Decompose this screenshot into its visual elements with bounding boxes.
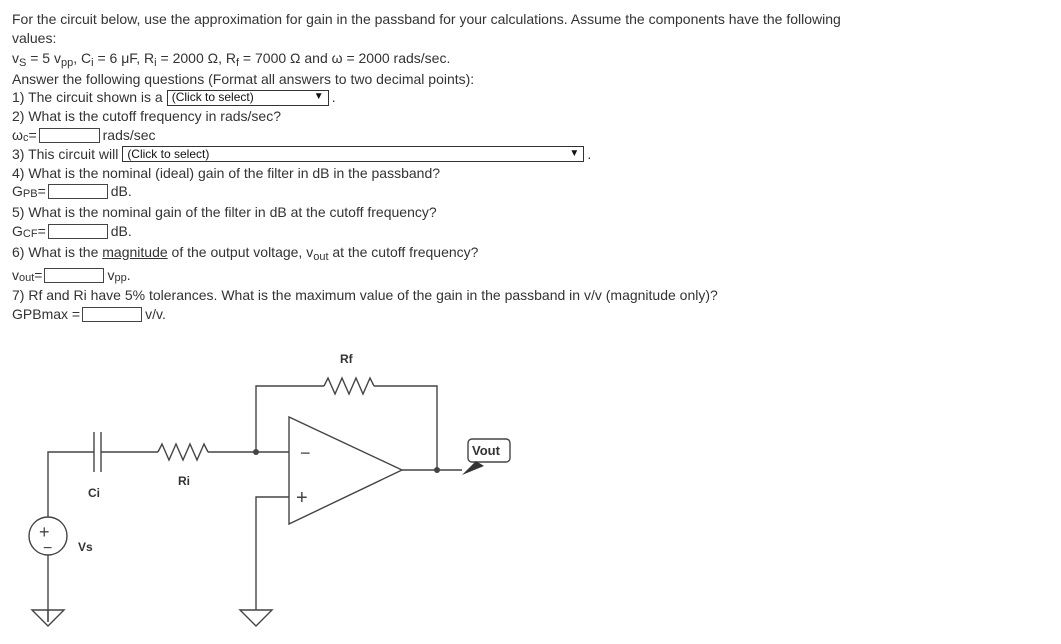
question-5: 5) What is the nominal gain of the filter in dB at the cutoff frequency?: [12, 204, 437, 220]
answer-row-7: GPBmax = v/v.: [12, 305, 166, 322]
ri-label: Ri: [178, 474, 190, 488]
question-4: 4) What is the nominal (ideal) gain of the filter in dB in the passband?: [12, 164, 441, 181]
op-amp-minus-sign: −: [300, 443, 311, 463]
rf-resistor-symbol: [324, 378, 374, 394]
component-values: $v_S = 5$ $v_{pp}$, $C_i = 6$ μF, $R_i = 2000$ Ω, $R_f = 7000$ Ω and ω = 2000 rads/sec.: [12, 50, 451, 69]
source-plus-sign: +: [39, 522, 50, 542]
noninverting-ground-wire: [256, 497, 289, 610]
question-7: 7) Rf and Ri have 5% tolerances. What is the maximum value of the gain in the passband in v/v (magnitude only)?: [12, 287, 718, 303]
question-2: 2) What is the cutoff frequency in rads/sec?: [12, 108, 281, 124]
ri-resistor-symbol: [158, 444, 208, 460]
instructions: Answer the following questions (Format all answers to two decimal points):: [12, 70, 475, 87]
answer-row-4: G PB = dB.: [12, 183, 132, 201]
chevron-down-icon: ▼: [569, 147, 580, 159]
node-dot-inverting: [253, 449, 259, 455]
feedback-wire-left: [256, 386, 324, 452]
feedback-wire-right: [374, 386, 437, 470]
vout-probe-arrow: [462, 461, 484, 475]
chevron-down-icon: ▼: [313, 91, 324, 103]
filter-type-select[interactable]: (Click to select) ▼: [167, 90, 329, 106]
question-3: 3) This circuit will (Click to select) ▼ .: [12, 145, 592, 162]
rf-label: Rf: [340, 352, 353, 366]
op-amp-plus-sign: +: [296, 487, 308, 509]
answer-row-2: ω c = rads/sec: [12, 126, 156, 144]
circuit-behavior-select[interactable]: (Click to select) ▼: [122, 146, 584, 162]
intro-line-1: For the circuit below, use the approximation for gain in the passband for your calculations. Assume the components have the following: [12, 11, 841, 27]
question-6: 6) What is the magnitude of the output voltage, $v_{out}$ at the cutoff frequency?: [12, 243, 479, 263]
ci-label: Ci: [88, 486, 100, 500]
vout-label: Vout: [472, 443, 500, 458]
answer-row-5: G CF = dB.: [12, 222, 132, 240]
question-1: 1) The circuit shown is a (Click to select) ▼ .: [12, 89, 336, 106]
answer-row-6: v out = v pp .: [12, 267, 131, 285]
source-minus-sign: −: [43, 540, 53, 557]
intro-line-2: values:: [12, 29, 57, 46]
ground-symbol-right: [240, 610, 272, 626]
source-to-cap-wire: [48, 452, 94, 517]
vs-label: Vs: [78, 540, 93, 554]
